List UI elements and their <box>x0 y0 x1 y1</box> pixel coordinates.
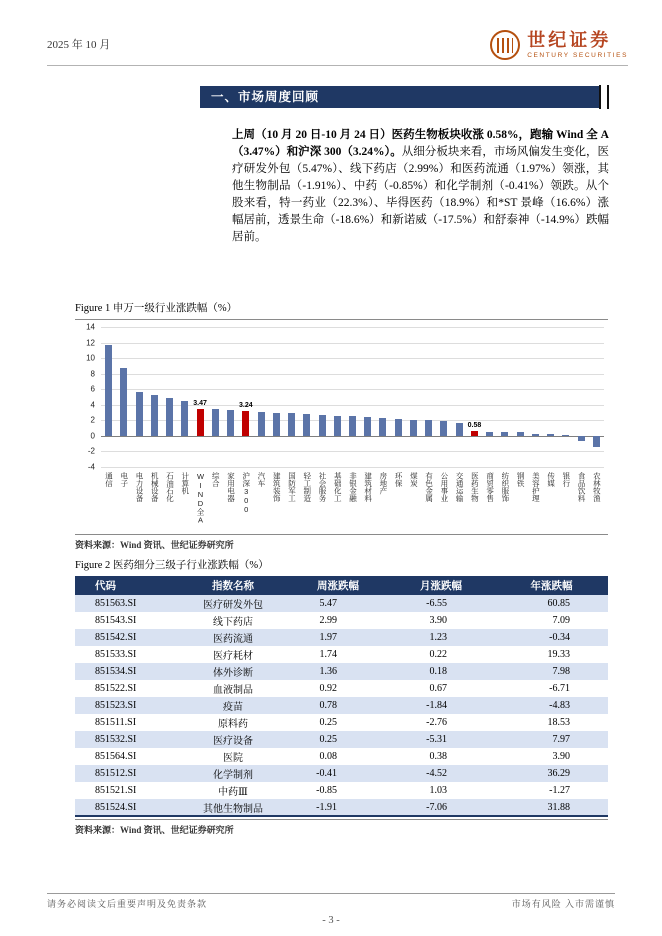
industry-bar <box>517 432 524 436</box>
cell-name: 其他生物制品 <box>177 799 289 816</box>
cell-month-change: 0.18 <box>429 666 447 677</box>
industry-bar <box>501 432 508 436</box>
cell-code: 851563.SI <box>95 598 137 609</box>
table-row <box>75 748 608 765</box>
x-axis-label: WIND全A <box>196 472 205 525</box>
y-tick-label: 8 <box>90 369 95 379</box>
page-number: - 3 - <box>322 915 340 926</box>
cell-month-change: 1.23 <box>429 632 447 643</box>
cell-month-change: 1.03 <box>429 785 447 796</box>
table-header-cell: 月涨跌幅 <box>387 576 495 595</box>
y-grid-line <box>101 374 604 375</box>
header-divider <box>47 65 628 66</box>
y-grid-line <box>101 451 604 452</box>
cell-code: 851532.SI <box>95 734 137 745</box>
cell-week-change: -0.85 <box>316 785 337 796</box>
cell-year-change: -1.27 <box>549 785 570 796</box>
x-axis-label: 非银金融 <box>348 472 358 502</box>
x-axis-label: 传媒 <box>546 472 556 487</box>
industry-bar <box>197 409 204 436</box>
industry-bar <box>440 421 447 436</box>
cell-name: 医疗设备 <box>213 736 253 747</box>
cell-name: 原料药 <box>218 719 248 730</box>
bar-value-label: 3.24 <box>238 401 253 409</box>
x-axis-label: 通信 <box>104 472 114 487</box>
x-axis-label: 纺织服饰 <box>500 472 510 502</box>
cell-month-change: -7.06 <box>387 799 495 816</box>
bar-value-label: 0.58 <box>467 422 482 430</box>
intro-paragraph <box>232 127 609 246</box>
industry-bar <box>120 368 127 436</box>
x-axis-label: 基础化工 <box>333 472 343 502</box>
cell-week-change: 0.78 <box>319 700 337 711</box>
report-date: 2025 年 10 月 <box>47 39 111 51</box>
cell-name: 化学制剂 <box>213 770 253 781</box>
section-title: 一、市场周度回顾 <box>211 90 320 104</box>
brand-subtitle: CENTURY SECURITIES <box>527 52 628 59</box>
x-axis-label: 电力设备 <box>135 472 145 502</box>
industry-bar <box>303 414 310 436</box>
table-row <box>75 697 608 714</box>
cell-year-change: 19.33 <box>547 649 570 660</box>
cell-year-change: 18.53 <box>547 717 570 728</box>
cell-month-change: 0.22 <box>429 649 447 660</box>
cell-code: 851521.SI <box>95 785 137 796</box>
cell-month-change: -2.76 <box>426 717 447 728</box>
x-axis-label: 建筑装饰 <box>272 472 282 502</box>
x-axis-label: 电子 <box>119 472 129 487</box>
industry-bar <box>562 435 569 436</box>
cell-month-change: 3.90 <box>429 615 447 626</box>
footer-disclaimer: 请务必阅读文后重要声明及免责条款 <box>47 899 208 909</box>
table-header-cell: 周涨跌幅 <box>289 576 387 595</box>
y-grid-line <box>101 389 604 390</box>
y-tick-label: -2 <box>87 446 95 456</box>
industry-bar <box>242 411 249 436</box>
cell-code: 851564.SI <box>95 751 137 762</box>
cell-year-change: 7.98 <box>552 666 570 677</box>
x-axis-label: 国防军工 <box>287 472 297 502</box>
table-row <box>75 714 608 731</box>
industry-bar <box>395 419 402 436</box>
industry-bar <box>258 412 265 436</box>
table-header-row <box>75 576 608 595</box>
industry-bar <box>288 413 295 436</box>
cell-name: 医疗研发外包 <box>203 600 263 611</box>
table-row <box>75 612 608 629</box>
cell-week-change: 0.08 <box>319 751 337 762</box>
page-footer <box>47 897 615 910</box>
x-axis-label: 医药生物 <box>470 472 480 502</box>
cell-year-change: -6.71 <box>549 683 570 694</box>
x-axis-label: 商贸零售 <box>485 472 495 502</box>
industry-bar <box>273 413 280 436</box>
cell-week-change: 0.25 <box>319 734 337 745</box>
table-row <box>75 680 608 697</box>
x-axis-label: 汽车 <box>256 472 266 487</box>
y-tick-label: 12 <box>86 338 95 348</box>
table-row <box>75 799 608 816</box>
industry-bar <box>151 395 158 435</box>
industry-bar-chart <box>75 322 608 533</box>
industry-bar <box>319 415 326 436</box>
cell-year-change: 7.09 <box>552 615 570 626</box>
x-axis-label: 综合 <box>211 472 221 487</box>
brand-name: 世纪证券 <box>527 30 612 50</box>
cell-code: 851522.SI <box>95 683 137 694</box>
cell-week-change: 5.47 <box>319 598 337 609</box>
x-axis-label: 计算机 <box>180 472 190 495</box>
cell-week-change: 1.36 <box>319 666 337 677</box>
cell-year-change: -4.83 <box>549 700 570 711</box>
cell-name: 医疗耗材 <box>213 651 253 662</box>
industry-bar <box>578 436 585 441</box>
y-tick-label: 14 <box>86 322 95 332</box>
cell-code: 851512.SI <box>95 768 137 779</box>
cell-week-change: 0.92 <box>319 683 337 694</box>
x-axis-label: 美容护理 <box>531 472 541 502</box>
cell-code: 851523.SI <box>95 700 137 711</box>
table-header-cell: 指数名称 <box>177 576 289 595</box>
cell-name: 体外诊断 <box>213 668 253 679</box>
x-axis-label: 有色金属 <box>424 472 434 502</box>
cell-month-change: -4.52 <box>426 768 447 779</box>
industry-bar <box>593 436 600 447</box>
x-axis-label: 沪深300 <box>241 472 251 514</box>
y-tick-label: 6 <box>90 384 95 394</box>
industry-bar <box>105 345 112 436</box>
x-axis-label: 家用电器 <box>226 472 236 502</box>
cell-week-change: 2.99 <box>319 615 337 626</box>
cell-week-change: -1.91 <box>289 799 387 816</box>
industry-bar <box>166 398 173 436</box>
industry-bar <box>212 409 219 435</box>
x-axis-label: 农林牧渔 <box>592 472 602 502</box>
cell-code: 851524.SI <box>75 799 177 816</box>
y-grid-line <box>101 343 604 344</box>
industry-bar <box>532 434 539 436</box>
logo-stripes-glyph <box>497 38 513 53</box>
industry-bar <box>364 417 371 436</box>
cell-month-change: -6.55 <box>426 598 447 609</box>
x-axis-label: 公用事业 <box>439 472 449 502</box>
y-grid-line <box>101 358 604 359</box>
cell-year-change: 3.90 <box>552 751 570 762</box>
y-grid-line <box>101 436 604 437</box>
industry-bar <box>471 431 478 436</box>
table-header-cell: 年涨跌幅 <box>495 576 608 595</box>
x-axis-label: 钢铁 <box>516 472 526 487</box>
table-row <box>75 731 608 748</box>
industry-bar <box>456 423 463 436</box>
cell-month-change: 0.38 <box>429 751 447 762</box>
cell-week-change: -0.41 <box>316 768 337 779</box>
cell-year-change: 60.85 <box>547 598 570 609</box>
cell-week-change: 1.74 <box>319 649 337 660</box>
x-axis-label: 机械设备 <box>150 472 160 502</box>
logo-icon <box>490 30 520 60</box>
bar-value-label: 3.47 <box>193 399 207 407</box>
industry-bar <box>349 416 356 435</box>
cell-name: 医药流通 <box>213 634 253 645</box>
industry-bar <box>181 401 188 436</box>
y-tick-label: 10 <box>86 353 95 363</box>
cell-week-change: 1.97 <box>319 632 337 643</box>
cell-code: 851543.SI <box>95 615 137 626</box>
cell-month-change: 0.67 <box>429 683 447 694</box>
cell-code: 851534.SI <box>95 666 137 677</box>
cell-year-change: 31.88 <box>495 799 608 816</box>
x-axis-label: 食品饮料 <box>577 472 587 502</box>
y-tick-label: 2 <box>90 415 95 425</box>
page-header <box>47 30 628 66</box>
intro-rest-text: 从细分板块来看，市场风偏发生变化，医疗研发外包（5.47%）、线下药店（2.99%）和医药流通（1.97%）领涨，其他生物制品（-1.91%）、中药（-0.85%）和化学制剂（-0.41%）领跌。从个股来看，特一药业（22.3%）、毕得医药（18.9%）和*ST 景峰（16.6%）涨幅居前，透景生命（-18.6%）和新诺威（-17.5%）和舒泰神（-14.9%）跌幅居前。 <box>232 146 609 243</box>
cell-code: 851542.SI <box>95 632 137 643</box>
table-row <box>75 595 608 612</box>
x-axis-label: 交通运输 <box>455 472 465 502</box>
x-axis-label: 环保 <box>394 472 404 487</box>
industry-bar <box>410 420 417 436</box>
x-axis-label: 社会服务 <box>317 472 327 502</box>
cell-code: 851533.SI <box>95 649 137 660</box>
y-grid-line <box>101 405 604 406</box>
table-row <box>75 765 608 782</box>
table-header-cell: 代码 <box>75 576 177 595</box>
figure1-caption: Figure 1 申万一级行业涨跌幅（%） <box>75 300 608 320</box>
table-row <box>75 646 608 663</box>
x-axis-label: 轻工制造 <box>302 472 312 502</box>
industry-bar <box>425 420 432 436</box>
x-axis-label: 建筑材料 <box>363 472 373 502</box>
industry-bar <box>486 432 493 436</box>
table-row <box>75 663 608 680</box>
footer-divider <box>47 893 615 894</box>
brand-logo <box>490 30 628 60</box>
table-row <box>75 782 608 799</box>
industry-bar <box>227 410 234 436</box>
cell-name: 线下药店 <box>213 617 253 628</box>
figure1-source: 资料来源：Wind 资讯、世纪证券研究所 <box>75 534 608 551</box>
intro-bold-text: 上周（10 月 20 日-10 月 24 日）医药生物板块收涨 0.58%，跑输 Wind 全 A（3.47%）和沪深 300（3.24%）。 <box>232 129 609 158</box>
y-tick-label: -4 <box>87 462 95 472</box>
x-axis-label: 煤炭 <box>409 472 419 487</box>
industry-bar <box>379 418 386 436</box>
cell-year-change: -0.34 <box>549 632 570 643</box>
figure2-caption: Figure 2 医药细分三级子行业涨跌幅（%） <box>75 557 608 577</box>
table-row <box>75 629 608 646</box>
cell-name: 血液制品 <box>213 685 253 696</box>
industry-bar <box>136 392 143 436</box>
cell-name: 医院 <box>223 753 243 764</box>
x-axis-label: 石油石化 <box>165 472 175 502</box>
cell-name: 疫苗 <box>223 702 243 713</box>
y-tick-label: 0 <box>90 431 95 441</box>
y-tick-label: 4 <box>90 400 95 410</box>
cell-name: 中药Ⅲ <box>218 787 248 798</box>
x-axis-label: 房地产 <box>378 472 388 495</box>
cell-month-change: -5.31 <box>426 734 447 745</box>
x-axis-label: 银行 <box>561 472 571 487</box>
cell-year-change: 7.97 <box>552 734 570 745</box>
y-grid-line <box>101 327 604 328</box>
industry-bar <box>334 416 341 436</box>
cell-year-change: 36.29 <box>547 768 570 779</box>
industry-bar <box>547 434 554 436</box>
table-body <box>75 595 608 816</box>
footer-risk-note: 市场有风险 入市需谨慎 <box>511 899 615 909</box>
cell-week-change: 0.25 <box>319 717 337 728</box>
y-grid-line <box>101 467 604 468</box>
table-head <box>75 576 608 595</box>
cell-month-change: -1.84 <box>426 700 447 711</box>
section-title-bar <box>200 86 600 108</box>
figure2-source: 资料来源：Wind 资讯、世纪证券研究所 <box>75 819 608 836</box>
subsector-table <box>75 576 608 817</box>
cell-code: 851511.SI <box>95 717 137 728</box>
